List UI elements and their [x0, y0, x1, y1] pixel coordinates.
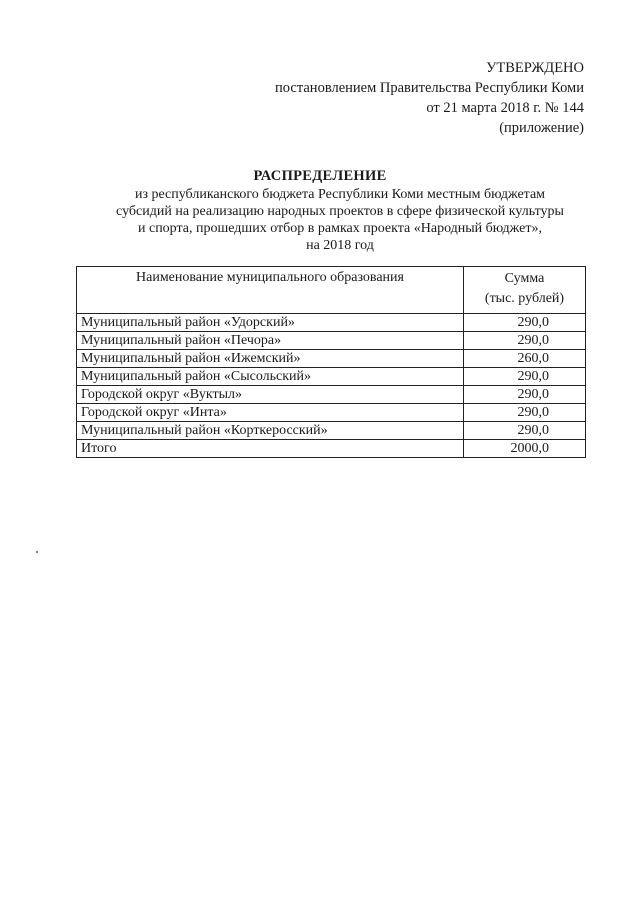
table-row — [77, 350, 586, 368]
subtitle-line: и спорта, прошедших отбор в рамках проекта «Народный бюджет», — [137, 221, 542, 236]
distribution-table — [76, 266, 586, 458]
total-amount: 2000,0 — [464, 440, 586, 458]
municipality-name: Муниципальный район «Корткеросский» — [77, 422, 464, 440]
scan-speck — [36, 551, 38, 553]
header-sum-label: Сумма — [504, 271, 545, 286]
approval-heading: УТВЕРЖДЕНО — [486, 60, 584, 76]
table-row — [77, 404, 586, 422]
header-sum-unit: (тыс. рублей) — [484, 291, 565, 306]
total-label: Итого — [77, 440, 464, 458]
document-subtitle — [90, 186, 590, 254]
municipality-name: Городской округ «Вуктыл» — [77, 386, 464, 404]
header-sum — [464, 267, 586, 314]
subsidy-amount: 290,0 — [464, 422, 586, 440]
municipality-name: Муниципальный район «Удорский» — [77, 314, 464, 332]
municipality-name: Муниципальный район «Ижемский» — [77, 350, 464, 368]
approval-date: от 21 марта 2018 г. № 144 — [426, 100, 584, 116]
municipality-name: Муниципальный район «Сысольский» — [77, 368, 464, 386]
table-total-row — [77, 440, 586, 458]
header-municipality: Наименование муниципального образования — [77, 267, 464, 314]
subtitle-line: из республиканского бюджета Республики Коми местным бюджетам — [134, 187, 546, 202]
subtitle-line: субсидий на реализацию народных проектов в сфере физической культуры — [116, 204, 564, 219]
table-row — [77, 314, 586, 332]
table-row — [77, 332, 586, 350]
approval-block — [275, 58, 584, 138]
table-row — [77, 368, 586, 386]
approval-decree: постановлением Правительства Республики Коми — [275, 80, 584, 96]
table-row — [77, 386, 586, 404]
table-row — [77, 422, 586, 440]
subsidy-amount: 290,0 — [464, 332, 586, 350]
subsidy-amount: 290,0 — [464, 404, 586, 422]
document-title: РАСПРЕДЕЛЕНИЕ — [253, 168, 387, 184]
subsidy-amount: 260,0 — [464, 350, 586, 368]
municipality-name: Муниципальный район «Печора» — [77, 332, 464, 350]
approval-appendix-note: (приложение) — [499, 120, 584, 136]
municipality-name: Городской округ «Инта» — [77, 404, 464, 422]
subsidy-amount: 290,0 — [464, 386, 586, 404]
subsidy-amount: 290,0 — [464, 314, 586, 332]
table-header-row — [77, 267, 586, 314]
subsidy-amount: 290,0 — [464, 368, 586, 386]
subtitle-line: на 2018 год — [306, 238, 374, 253]
